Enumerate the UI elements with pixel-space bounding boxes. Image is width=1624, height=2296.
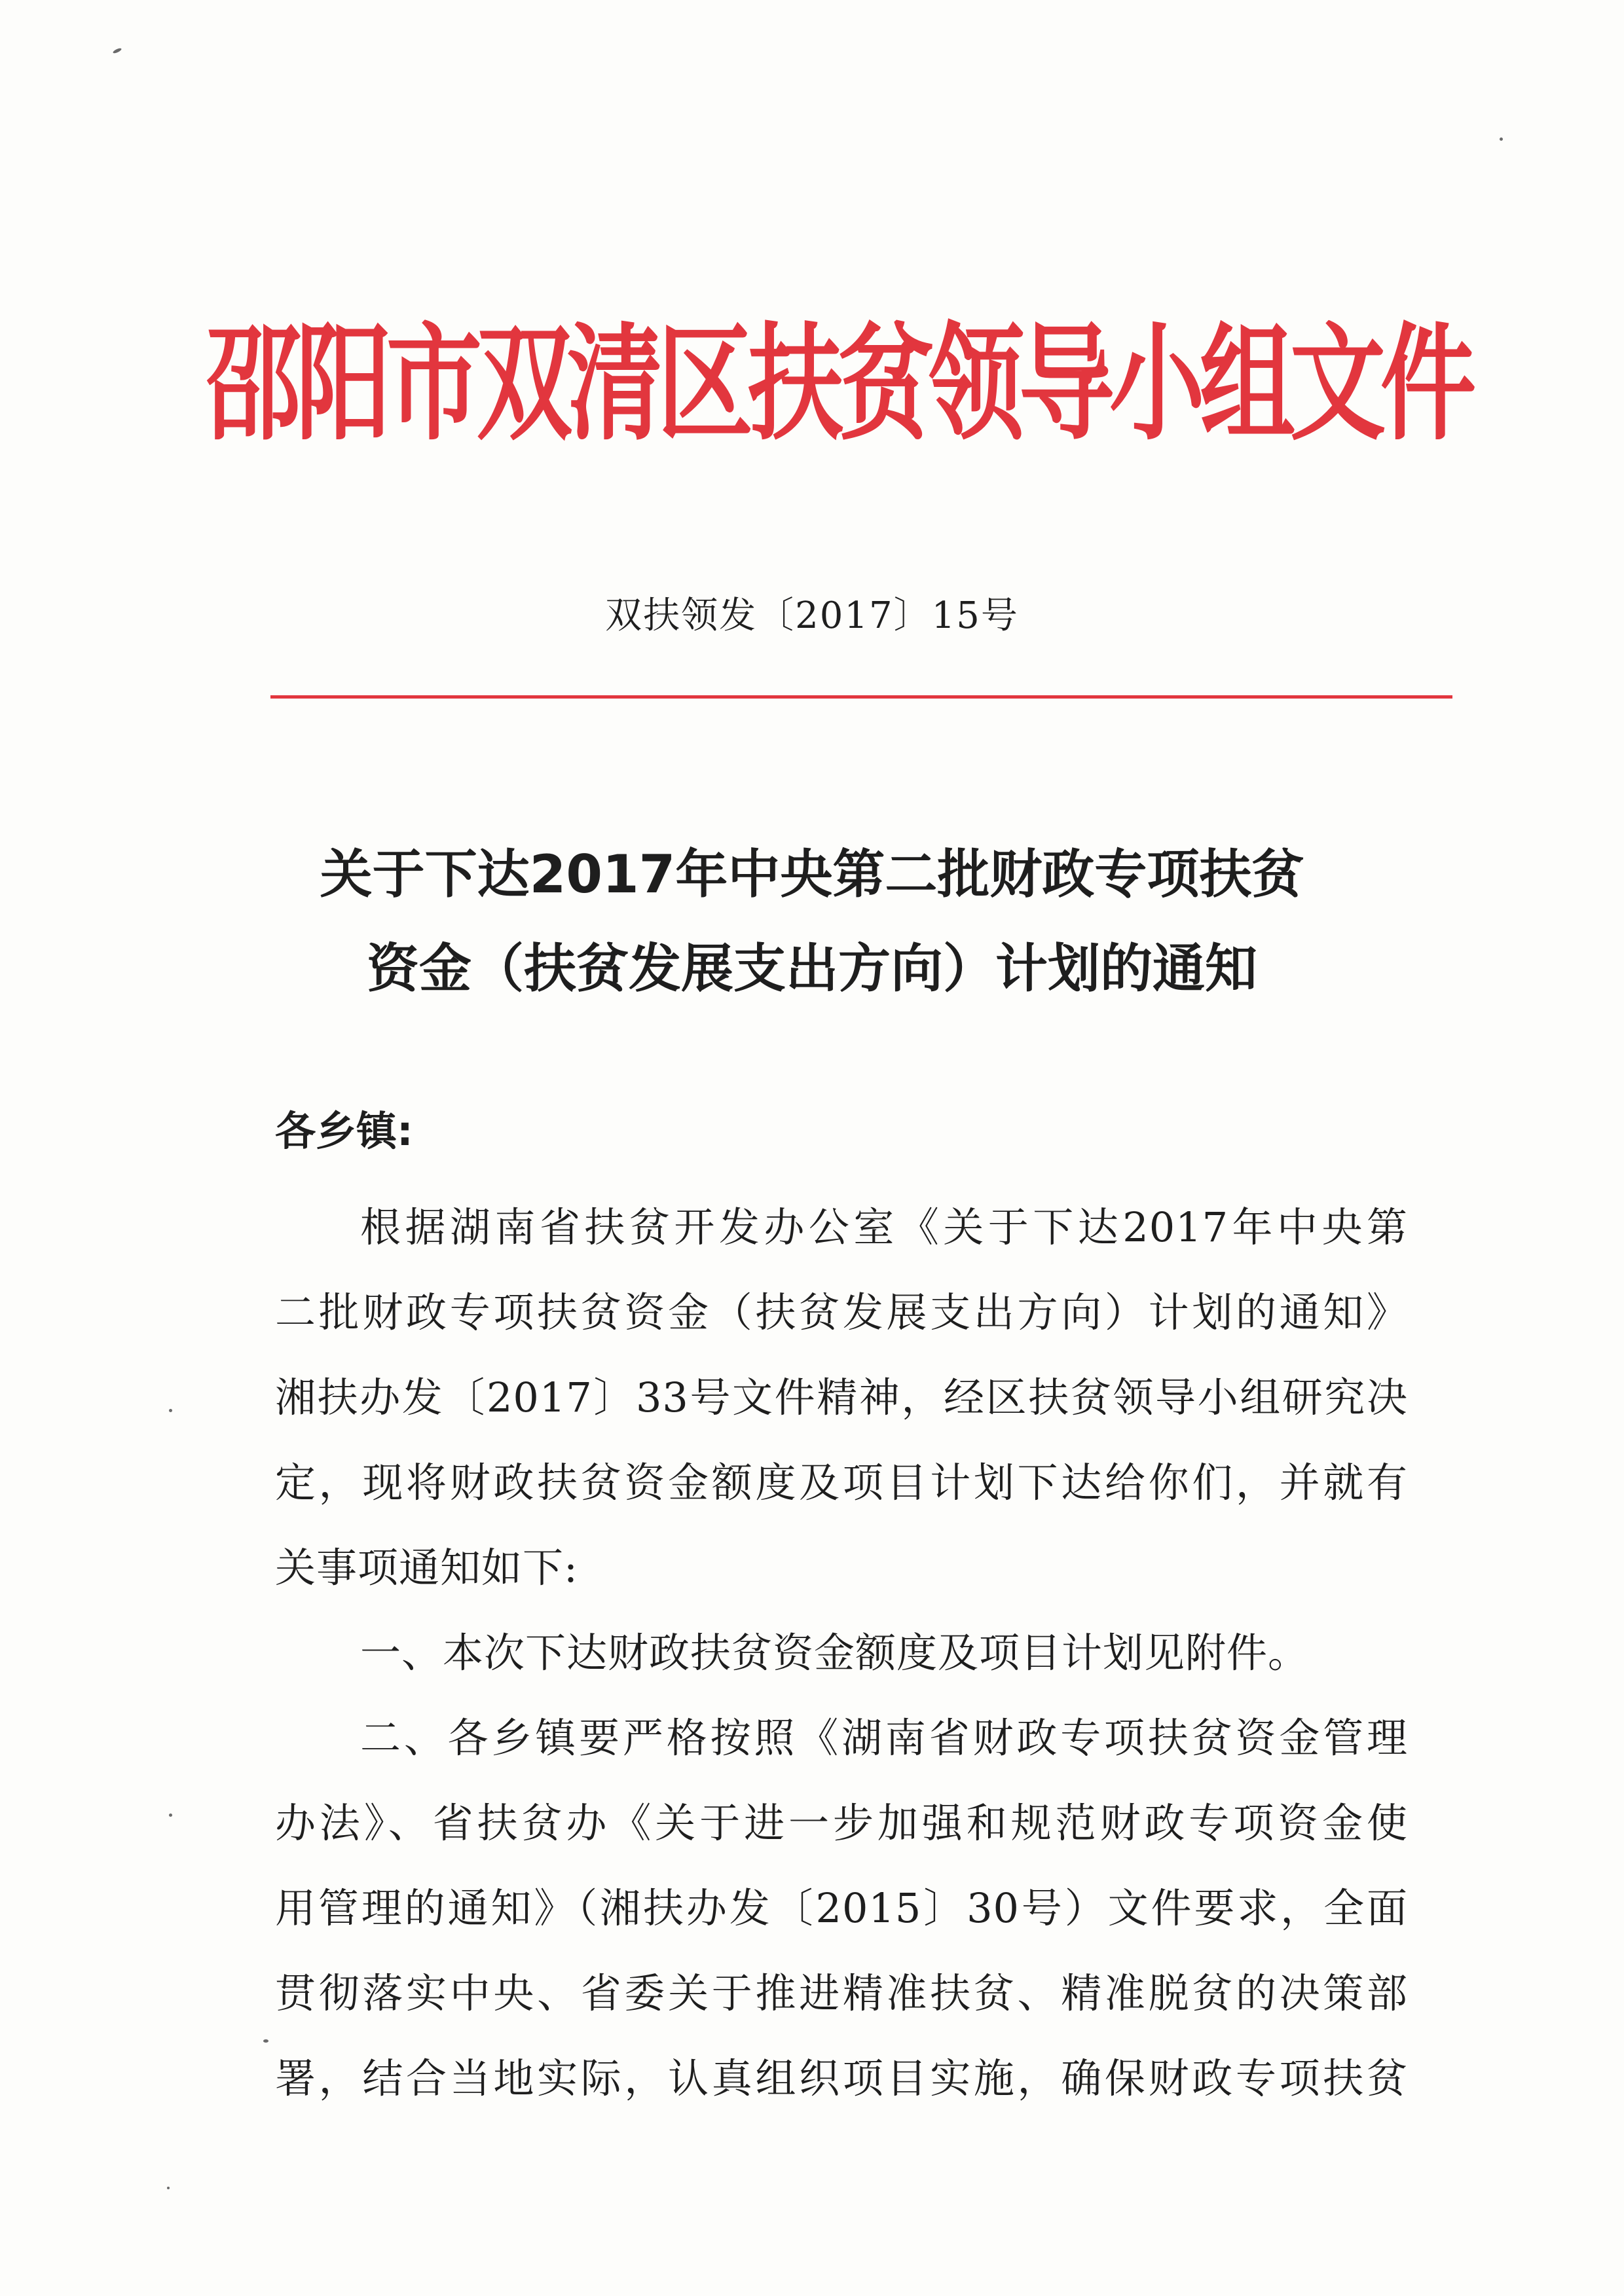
paragraph-2-line-1: 一、本次下达财政扶贫资金额度及项目计划见附件。 xyxy=(360,1629,1310,1677)
document-title xyxy=(236,828,1388,1016)
scan-speck xyxy=(169,1813,172,1817)
paragraph-3-line-3: 用管理的通知》（湘扶办发〔2015〕30号）文件要求，全面 xyxy=(275,1884,1408,1932)
paragraph-1-line-2: 二批财政专项扶贫资金（扶贫发展支出方向）计划的通知》 xyxy=(275,1288,1408,1336)
document-number: 双扶领发〔2017〕15号 xyxy=(605,594,1019,637)
paragraph-1-line-5: 关事项通知如下: xyxy=(275,1544,578,1592)
paragraph-3-line-5: 署，结合当地实际，认真组织项目实施，确保财政专项扶贫 xyxy=(275,2054,1408,2102)
document-title-line-2: 资金（扶贫发展支出方向）计划的通知 xyxy=(367,938,1257,999)
red-divider-line xyxy=(270,695,1452,699)
scan-speck xyxy=(167,2187,170,2189)
salutation: 各乡镇: xyxy=(275,1107,413,1155)
paragraph-1-line-3: 湘扶办发〔2017〕33号文件精神，经区扶贫领导小组研究决 xyxy=(275,1374,1408,1421)
body-text xyxy=(275,1185,1408,2121)
paragraph-1-line-4: 定，现将财政扶贫资金额度及项目计划下达给你们，并就有 xyxy=(275,1459,1408,1506)
masthead-title: 邵阳市双清区扶贫领导小组文件 xyxy=(206,310,1471,458)
paragraph-3-line-4: 贯彻落实中央、省委关于推进精准扶贫、精准脱贫的决策部 xyxy=(275,1969,1408,2017)
masthead xyxy=(206,268,1471,478)
scan-speck xyxy=(263,2039,268,2043)
document-title-line-1: 关于下达2017年中央第二批财政专项扶贫 xyxy=(320,844,1304,905)
paragraph-3-line-1: 二、各乡镇要严格按照《湖南省财政专项扶贫资金管理 xyxy=(360,1714,1408,1762)
scan-speck xyxy=(169,1409,172,1412)
scan-speck xyxy=(1500,137,1503,141)
paragraph-3-line-2: 办法》、省扶贫办《关于进一步加强和规范财政专项资金使 xyxy=(275,1799,1408,1847)
scan-speck xyxy=(113,47,122,54)
paragraph-1-line-1: 根据湖南省扶贫开发办公室《关于下达2017年中央第 xyxy=(360,1203,1408,1251)
